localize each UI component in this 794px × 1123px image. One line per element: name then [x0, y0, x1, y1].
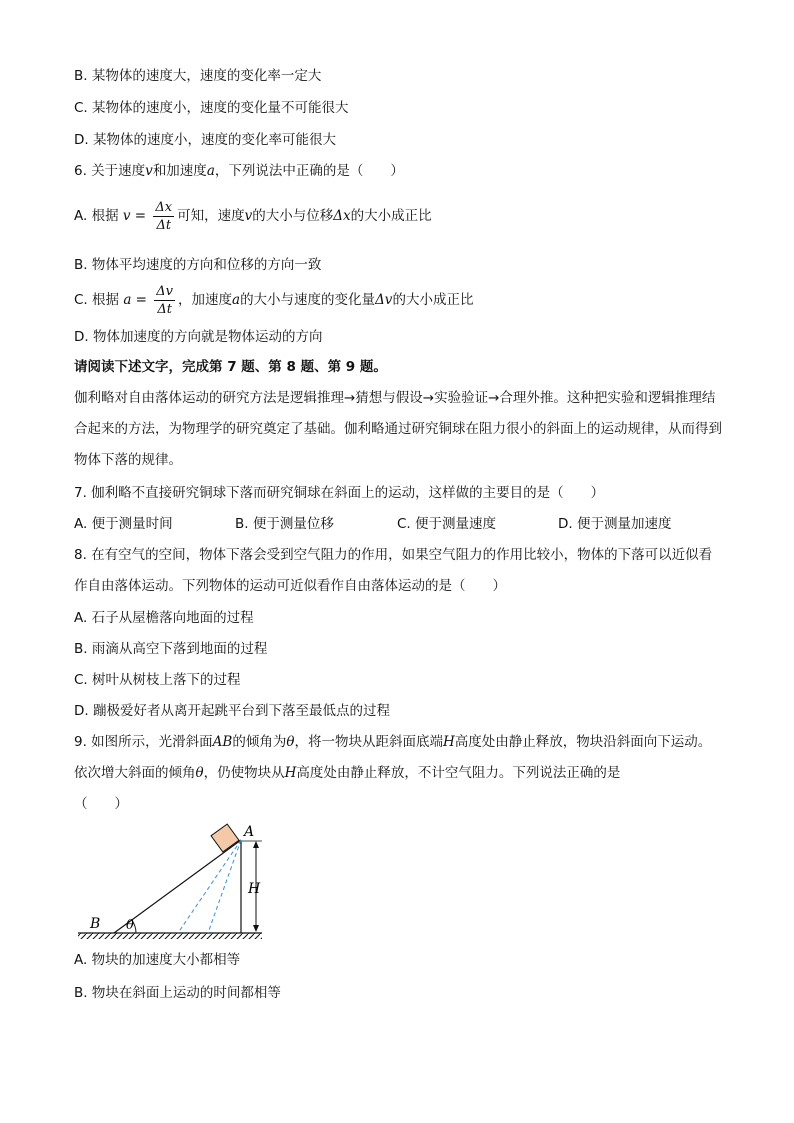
q8-option-d: D. 蹦极爱好者从离开起跳平台到下落至最低点的过程: [74, 703, 390, 719]
q7-option-c: C. 便于测量速度: [397, 516, 497, 532]
reading-passage: 伽利略对自由落体运动的研究方法是逻辑推理→猜想与假设→实验验证→合理外推。这种把实验和逻辑推理结合起来的方法，为物理学的研究奠定了基础。伽利略通过研究铜球在阻力很小的斜面上的运动规律，从而得到物体下落的规律。: [74, 390, 722, 468]
q7-option-d: D. 便于测量加速度: [558, 516, 672, 532]
label-h: H: [248, 881, 261, 897]
q6-option-a: A. 根据 v = $\frac{\Delta x}{\Delta t}$ 可知，速度v的大小与位移Δx的大小成正比: [74, 199, 432, 233]
q8-option-c: C. 树叶从树枝上落下的过程: [74, 672, 241, 688]
q9-answer-paren: （ ）: [74, 796, 128, 812]
q7-stem: 7. 伽利略不直接研究铜球下落而研究铜球在斜面上的运动，这样做的主要目的是（ ）: [74, 485, 605, 501]
q8-option-a: A. 石子从屋檐落向地面的过程: [74, 610, 254, 626]
label-b: B: [90, 916, 101, 932]
block: [211, 824, 239, 852]
q5-option-c: C. 某物体的速度小，速度的变化量不可能很大: [74, 100, 349, 116]
q6-stem: 6. 关于速度v和加速度a，下列说法中正确的是（ ）: [74, 163, 404, 179]
q6-option-b: B. 物体平均速度的方向和位移的方向一致: [74, 257, 322, 273]
q5-option-b: B. 某物体的速度大，速度的变化率一定大: [74, 68, 322, 84]
q8-stem: 8. 在有空气的空间，物体下落会受到空气阻力的作用，如果空气阻力的作用比较小，物体的下落可以近似看作自由落体运动。下列物体的运动可近似看作自由落体运动的是（ ）: [74, 547, 713, 594]
reading-heading: 请阅读下述文字，完成第 7 题、第 8 题、第 9 题。: [74, 359, 387, 375]
q7-option-a: A. 便于测量时间: [74, 516, 173, 532]
label-theta: θ: [126, 918, 134, 933]
incline-diagram: [74, 820, 274, 945]
fraction-dx-dt: $\frac{\Delta x}{\Delta t}$: [155, 199, 173, 233]
dashed-incline-2: [208, 840, 241, 933]
label-a: A: [244, 824, 255, 840]
arrowhead-down: [253, 925, 259, 932]
q8-option-b: B. 雨滴从高空下落到地面的过程: [74, 641, 268, 657]
q6-option-d: D. 物体加速度的方向就是物体运动的方向: [74, 329, 323, 345]
ground-hatching: [78, 933, 262, 939]
fraction-dv-dt: $\frac{\Delta v}{\Delta t}$: [156, 283, 173, 317]
q5-option-d: D. 某物体的速度小，速度的变化率可能很大: [74, 132, 336, 148]
arrowhead-up: [253, 841, 259, 848]
q9-option-b: B. 物块在斜面上运动的时间都相等: [74, 985, 281, 1001]
q9-stem: 9. 如图所示，光滑斜面AB的倾角为θ，将一物块从距斜面底端H高度处由静止释放，物块沿斜面向下运动。依次增大斜面的倾角θ，仍使物块从H高度处由静止释放，不计空气阻力。下列说法正确的是: [74, 734, 712, 781]
q7-option-b: B. 便于测量位移: [235, 516, 334, 532]
q9-option-a: A. 物块的加速度大小都相等: [74, 952, 241, 968]
dashed-incline-1: [178, 840, 241, 933]
q6-option-c: C. 根据 a = $\frac{\Delta v}{\Delta t}$ ，加速度a的大小与速度的变化量Δv的大小成正比: [74, 283, 474, 317]
